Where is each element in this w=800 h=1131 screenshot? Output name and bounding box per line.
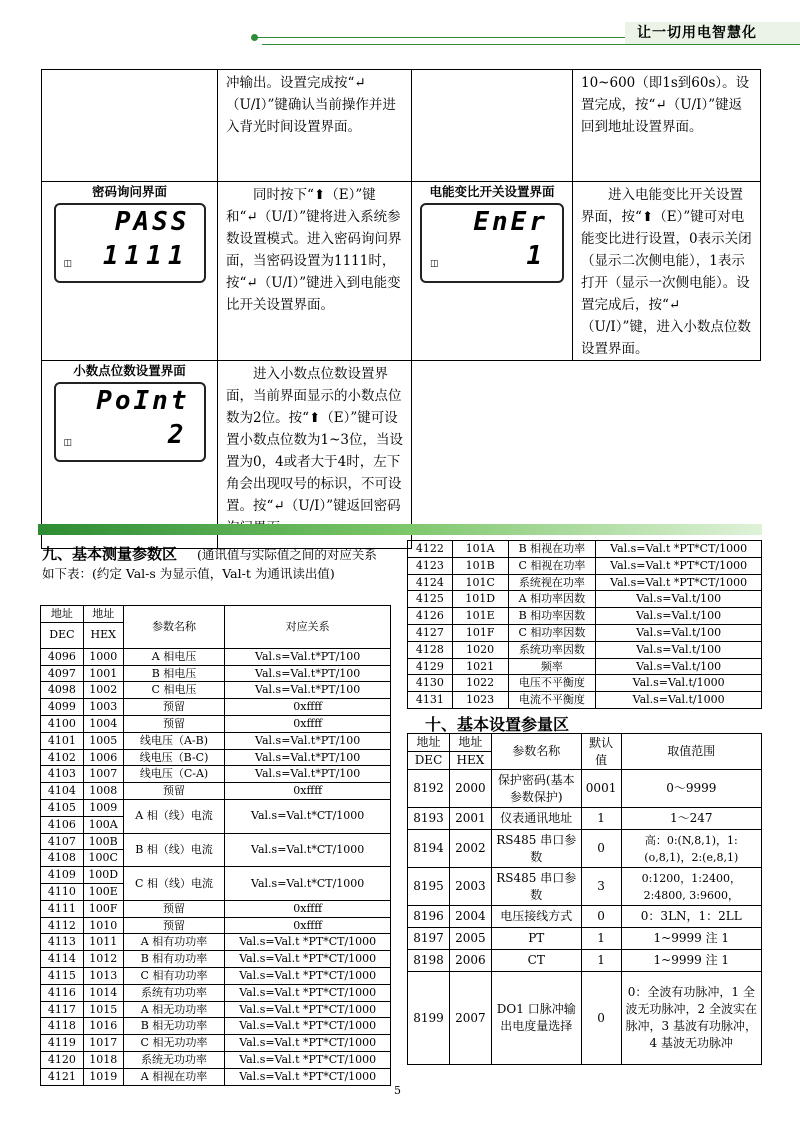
cell-dec: 8198 bbox=[408, 950, 450, 972]
cell-default: 0 bbox=[581, 972, 621, 1065]
cell-hex: 101F bbox=[452, 624, 508, 641]
cell-hex: 1018 bbox=[83, 1051, 123, 1068]
cell-range: 0:1200，1:2400，2:4800, 3:9600， bbox=[621, 868, 761, 906]
cell-name: 保护密码(基本参数保护) bbox=[491, 770, 581, 808]
cell-dec: 4105 bbox=[41, 799, 84, 816]
cell-name: A 相电压 bbox=[123, 648, 225, 665]
cell-hex: 1000 bbox=[83, 648, 123, 665]
cell-hex: 1007 bbox=[83, 766, 123, 783]
table-row bbox=[41, 1018, 391, 1035]
lcd-indicator-icon: ◫ bbox=[430, 259, 439, 269]
table-row bbox=[408, 950, 762, 972]
cell-relation: Val.s=Val.t*PT/100 bbox=[225, 648, 391, 665]
cell-dec: 4101 bbox=[41, 732, 84, 749]
table-row bbox=[41, 732, 391, 749]
cell-hex: 2003 bbox=[449, 868, 491, 906]
cell-default: 1 bbox=[581, 808, 621, 830]
header-dec: DEC bbox=[41, 622, 84, 648]
cell-name: 系统有功功率 bbox=[123, 984, 225, 1001]
password-screen-cell bbox=[42, 182, 218, 361]
section-divider-band bbox=[38, 524, 762, 535]
cell-hex: 1006 bbox=[83, 749, 123, 766]
table-row bbox=[408, 692, 762, 709]
lcd-top-text: PASS bbox=[114, 207, 190, 237]
cell-relation: Val.s=Val.t*PT/100 bbox=[225, 665, 391, 682]
header-addr: 地址 bbox=[41, 606, 84, 623]
header-hex: HEX bbox=[449, 752, 491, 770]
header-dot bbox=[251, 34, 258, 41]
cell-hex: 101B bbox=[452, 557, 508, 574]
table-row bbox=[41, 967, 391, 984]
table-row bbox=[41, 682, 391, 699]
cell-relation: Val.s=Val.t *PT*CT/1000 bbox=[225, 951, 391, 968]
header-addr: 地址 bbox=[83, 606, 123, 623]
table-row bbox=[408, 972, 762, 1065]
table-row bbox=[41, 766, 391, 783]
cell-relation: Val.s=Val.t *PT*CT/1000 bbox=[596, 574, 762, 591]
menu-instruction-table bbox=[41, 69, 761, 549]
cell-name: 系统无功功率 bbox=[123, 1051, 225, 1068]
cell-relation: Val.s=Val.t *PT*CT/1000 bbox=[225, 1001, 391, 1018]
cell-dec: 4121 bbox=[41, 1068, 84, 1085]
header-name: 参数名称 bbox=[123, 606, 225, 649]
cell-dec: 4115 bbox=[41, 967, 84, 984]
cell-hex: 1011 bbox=[83, 934, 123, 951]
password-caption: 密码询问界面 bbox=[91, 184, 167, 199]
table-row bbox=[41, 1051, 391, 1068]
cell-range: 高：0:(N,8,1)，1:(o,8,1)，2:(e,8,1) bbox=[621, 830, 761, 868]
cell-hex: 1017 bbox=[83, 1035, 123, 1052]
ratio-screen-cell bbox=[412, 182, 573, 361]
lcd-top-text: PoInt bbox=[96, 386, 190, 416]
cell-hex: 100C bbox=[83, 850, 123, 867]
cell-name: A 相视在功率 bbox=[123, 1068, 225, 1085]
cell-relation: Val.s=Val.t *PT*CT/1000 bbox=[225, 1068, 391, 1085]
table-row bbox=[408, 624, 762, 641]
cell-hex: 1005 bbox=[83, 732, 123, 749]
cell-hex: 2004 bbox=[449, 906, 491, 928]
cell-dec: 4111 bbox=[41, 900, 84, 917]
table-row bbox=[41, 1035, 391, 1052]
table-row bbox=[41, 833, 391, 850]
cell-default: 0 bbox=[581, 830, 621, 868]
cell-dec: 4112 bbox=[41, 917, 84, 934]
cell-name: B 相电压 bbox=[123, 665, 225, 682]
cell-relation: Val.s=Val.t/1000 bbox=[596, 692, 762, 709]
cell-relation: Val.s=Val.t*PT/100 bbox=[225, 732, 391, 749]
cell-relation: Val.s=Val.t/100 bbox=[596, 658, 762, 675]
table-row bbox=[408, 830, 762, 868]
table-row bbox=[41, 951, 391, 968]
section9-note: (通讯值与实际值之间的对应关系如下表：(约定 Val-s 为显示值，Val-t 为通讯读出值) bbox=[42, 547, 377, 581]
cell-name: RS485 串口参数 bbox=[491, 868, 581, 906]
cell-dec: 8192 bbox=[408, 770, 450, 808]
cell-dec: 4102 bbox=[41, 749, 84, 766]
cell-hex: 1012 bbox=[83, 951, 123, 968]
cell-default: 0001 bbox=[581, 770, 621, 808]
cell-name: 频率 bbox=[508, 658, 596, 675]
cell-hex: 1003 bbox=[83, 699, 123, 716]
cell-name: B 相（线）电流 bbox=[123, 833, 225, 867]
cell-hex: 2001 bbox=[449, 808, 491, 830]
lcd-bottom-text: 1111 bbox=[102, 241, 190, 271]
cell-hex: 1022 bbox=[452, 675, 508, 692]
table-row bbox=[41, 867, 391, 884]
cell-name: B 相功率因数 bbox=[508, 608, 596, 625]
password-text: 同时按下“⬆（E）”键和“↵（U/I）”键将进入系统参数设置模式。进入密码询问界面，当密码设置为1111时，按“↵（U/I）”键进入到电能变比开关设置界面。 bbox=[218, 182, 412, 361]
table-row bbox=[408, 541, 762, 558]
table-row bbox=[41, 984, 391, 1001]
cell-hex: 2005 bbox=[449, 928, 491, 950]
cell-name: 预留 bbox=[123, 699, 225, 716]
cell-hex: 1023 bbox=[452, 692, 508, 709]
cell-name: C 相视在功率 bbox=[508, 557, 596, 574]
cell-default: 1 bbox=[581, 950, 621, 972]
table-row bbox=[408, 928, 762, 950]
cell-hex: 101C bbox=[452, 574, 508, 591]
cell-name: 电压接线方式 bbox=[491, 906, 581, 928]
header-addr: 地址 bbox=[449, 734, 491, 752]
cell-hex: 1009 bbox=[83, 799, 123, 816]
cell-name: A 相（线）电流 bbox=[123, 799, 225, 833]
section10-title: 十、基本设置参量区 bbox=[425, 715, 570, 734]
table-body-right bbox=[408, 541, 762, 709]
cell-relation: Val.s=Val.t*CT/1000 bbox=[225, 833, 391, 867]
cell-dec: 4100 bbox=[41, 715, 84, 732]
cell-hex: 1008 bbox=[83, 783, 123, 800]
cell-relation: 0xffff bbox=[225, 715, 391, 732]
cell-name: 仪表通讯地址 bbox=[491, 808, 581, 830]
header-slogan: 让一切用电智慧化 bbox=[637, 25, 757, 41]
cell-hex: 1020 bbox=[452, 641, 508, 658]
cell-dec: 8197 bbox=[408, 928, 450, 950]
table-row bbox=[41, 715, 391, 732]
cell-hex: 100E bbox=[83, 883, 123, 900]
cell-hex: 1010 bbox=[83, 917, 123, 934]
cell-dec: 4131 bbox=[408, 692, 453, 709]
cell-relation: Val.s=Val.t/100 bbox=[596, 641, 762, 658]
cell-name: C 相有功功率 bbox=[123, 967, 225, 984]
cell-relation: Val.s=Val.t *PT*CT/1000 bbox=[225, 984, 391, 1001]
cell-name: C 相功率因数 bbox=[508, 624, 596, 641]
table-body-merged bbox=[41, 799, 391, 900]
cell-name: RS485 串口参数 bbox=[491, 830, 581, 868]
cell-relation: Val.s=Val.t*CT/1000 bbox=[225, 867, 391, 901]
table-row bbox=[408, 574, 762, 591]
cell-hex: 1001 bbox=[83, 665, 123, 682]
cell-name: CT bbox=[491, 950, 581, 972]
cell-relation: Val.s=Val.t*PT/100 bbox=[225, 749, 391, 766]
cell-relation: Val.s=Val.t*PT/100 bbox=[225, 682, 391, 699]
table-row bbox=[408, 675, 762, 692]
cell-dec: 4122 bbox=[408, 541, 453, 558]
ratio-text: 进入电能变比开关设置界面，按“⬆（E）”键可对电能变比进行设置，0表示关闭（显示二次侧电能），1表示打开（显示一次侧电能）。设置完成后，按“↵（U/I）”键，进入小数点位数设置界面。 bbox=[573, 182, 761, 361]
table-row bbox=[408, 557, 762, 574]
cell-dec: 4128 bbox=[408, 641, 453, 658]
cell-name: 线电压（C-A) bbox=[123, 766, 225, 783]
cell-name: PT bbox=[491, 928, 581, 950]
cell-name: C 相无功功率 bbox=[123, 1035, 225, 1052]
cell-hex: 1014 bbox=[83, 984, 123, 1001]
table-row bbox=[41, 665, 391, 682]
cell-name: C 相（线）电流 bbox=[123, 867, 225, 901]
table-row bbox=[41, 783, 391, 800]
cell-relation: Val.s=Val.t *PT*CT/1000 bbox=[596, 541, 762, 558]
table-row bbox=[408, 641, 762, 658]
cell-hex: 101E bbox=[452, 608, 508, 625]
cell-relation: Val.s=Val.t *PT*CT/1000 bbox=[225, 1051, 391, 1068]
table-body-b bbox=[41, 900, 391, 1085]
table-row bbox=[41, 917, 391, 934]
cell-name: B 相视在功率 bbox=[508, 541, 596, 558]
header-default: 默认值 bbox=[581, 734, 621, 770]
setting-param-table bbox=[407, 733, 762, 1065]
cell-hex: 1019 bbox=[83, 1068, 123, 1085]
page-number: 5 bbox=[394, 1084, 401, 1097]
cell-name: 预留 bbox=[123, 715, 225, 732]
cell-dec: 4119 bbox=[41, 1035, 84, 1052]
cell-relation: Val.s=Val.t/100 bbox=[596, 624, 762, 641]
cell-range: 1～247 bbox=[621, 808, 761, 830]
cell-relation: Val.s=Val.t *PT*CT/1000 bbox=[225, 1018, 391, 1035]
cell-hex: 100B bbox=[83, 833, 123, 850]
lcd-display bbox=[54, 382, 206, 462]
cell-name: 线电压（A-B) bbox=[123, 732, 225, 749]
cell-relation: Val.s=Val.t *PT*CT/1000 bbox=[225, 934, 391, 951]
cell-hex: 1002 bbox=[83, 682, 123, 699]
cell-dec: 4103 bbox=[41, 766, 84, 783]
point-text: 进入小数点位数设置界面，当前界面显示的小数点位数为2位。按“⬆（E）”键可设置小数点位数为1~3位，当设置为0，4或者大于4时，左下角会出现叹号的标识，不可设置。按“↵（U/I）”键返回密码 bbox=[218, 361, 412, 549]
table-row bbox=[41, 900, 391, 917]
cell-dec: 4129 bbox=[408, 658, 453, 675]
table-row bbox=[41, 749, 391, 766]
cell-name: 预留 bbox=[123, 783, 225, 800]
table-row bbox=[41, 648, 391, 665]
cell-hex: 101D bbox=[452, 591, 508, 608]
table-row bbox=[408, 770, 762, 808]
cell-dec: 4123 bbox=[408, 557, 453, 574]
cell-relation: 0xffff bbox=[225, 783, 391, 800]
cell-dec: 4126 bbox=[408, 608, 453, 625]
cell-name: 预留 bbox=[123, 900, 225, 917]
cell-hex: 100A bbox=[83, 816, 123, 833]
cell-dec: 4116 bbox=[41, 984, 84, 1001]
cell-relation: 0xffff bbox=[225, 917, 391, 934]
lcd-display bbox=[54, 203, 206, 283]
cell-relation: Val.s=Val.t/100 bbox=[596, 591, 762, 608]
cell-dec: 4096 bbox=[41, 648, 84, 665]
cell-name: 系统视在功率 bbox=[508, 574, 596, 591]
cell-hex: 1004 bbox=[83, 715, 123, 732]
header-range: 取值范围 bbox=[621, 734, 761, 770]
table-row bbox=[41, 1068, 391, 1085]
table-row bbox=[41, 934, 391, 951]
table-row bbox=[408, 591, 762, 608]
cell-hex: 100F bbox=[83, 900, 123, 917]
cell-name: 线电压（B-C) bbox=[123, 749, 225, 766]
lcd-bottom-text: 2 bbox=[167, 420, 190, 450]
cell-dec: 8196 bbox=[408, 906, 450, 928]
lcd-indicator-icon: ◫ bbox=[63, 259, 73, 269]
cell-relation: Val.s=Val.t *PT*CT/1000 bbox=[225, 1035, 391, 1052]
header-dec: DEC bbox=[408, 752, 450, 770]
point-screen-cell bbox=[42, 361, 218, 549]
cell-range: 1~9999 注 1 bbox=[621, 950, 761, 972]
lcd-top-text: EnEr bbox=[473, 207, 548, 237]
cell-dec: 4118 bbox=[41, 1018, 84, 1035]
cell-dec: 4125 bbox=[408, 591, 453, 608]
cell-range: 0～9999 bbox=[621, 770, 761, 808]
cell-dec: 4099 bbox=[41, 699, 84, 716]
table-row bbox=[41, 799, 391, 816]
cell-hex: 1021 bbox=[452, 658, 508, 675]
cell-name: B 相有功功率 bbox=[123, 951, 225, 968]
cell-name: A 相无功功率 bbox=[123, 1001, 225, 1018]
header-hex: HEX bbox=[83, 622, 123, 648]
measure-param-table-right bbox=[407, 540, 762, 709]
cell-name: C 相电压 bbox=[123, 682, 225, 699]
r1-left-text: 冲输出。设置完成按“↵（U/I）”键确认当前操作并进入背光时间设置界面。 bbox=[218, 70, 412, 182]
cell-hex: 2006 bbox=[449, 950, 491, 972]
cell-dec: 8195 bbox=[408, 868, 450, 906]
cell-dec: 4114 bbox=[41, 951, 84, 968]
header-rule-2 bbox=[262, 44, 800, 45]
cell-hex: 100D bbox=[83, 867, 123, 884]
cell-dec: 4109 bbox=[41, 867, 84, 884]
r1-right-text: 10~600（即1s到60s）。设置完成，按“↵（U/I）”键返回到地址设置界面。 bbox=[573, 70, 761, 182]
cell-relation: Val.s=Val.t/100 bbox=[596, 608, 762, 625]
cell-relation: 0xffff bbox=[225, 699, 391, 716]
cell-dec: 4120 bbox=[41, 1051, 84, 1068]
lcd-indicator-icon: ◫ bbox=[63, 438, 73, 448]
cell-dec: 4107 bbox=[41, 833, 84, 850]
lcd-display bbox=[420, 203, 564, 283]
cell-range: 1~9999 注 1 bbox=[621, 928, 761, 950]
cell-hex: 2002 bbox=[449, 830, 491, 868]
table-row bbox=[408, 906, 762, 928]
cell-dec: 4106 bbox=[41, 816, 84, 833]
cell-dec: 4124 bbox=[408, 574, 453, 591]
cell-dec: 4098 bbox=[41, 682, 84, 699]
table-row bbox=[41, 1001, 391, 1018]
cell-dec: 4097 bbox=[41, 665, 84, 682]
cell-name: A 相有功功率 bbox=[123, 934, 225, 951]
table-row bbox=[408, 808, 762, 830]
table-row bbox=[41, 699, 391, 716]
cell-name: 系统功率因数 bbox=[508, 641, 596, 658]
cell-hex: 2000 bbox=[449, 770, 491, 808]
cell-range: 0：全波有功脉冲，1 全波无功脉冲，2 全波实在脉冲，3 基波有功脉冲，4 基波无功脉冲 bbox=[621, 972, 761, 1065]
cell-dec: 4108 bbox=[41, 850, 84, 867]
table-row bbox=[408, 658, 762, 675]
cell-dec: 8193 bbox=[408, 808, 450, 830]
cell-name: DO1 口脉冲输出电度量选择 bbox=[491, 972, 581, 1065]
cell-relation: Val.s=Val.t*CT/1000 bbox=[225, 799, 391, 833]
cell-default: 0 bbox=[581, 906, 621, 928]
measure-param-table-left bbox=[40, 605, 391, 1086]
cell-hex: 1013 bbox=[83, 967, 123, 984]
cell-relation: Val.s=Val.t*PT/100 bbox=[225, 766, 391, 783]
cell-hex: 1015 bbox=[83, 1001, 123, 1018]
cell-name: 电压不平衡度 bbox=[508, 675, 596, 692]
cell-hex: 101A bbox=[452, 541, 508, 558]
ratio-caption: 电能变比开关设置界面 bbox=[429, 184, 555, 199]
header-relation: 对应关系 bbox=[225, 606, 391, 649]
header-name: 参数名称 bbox=[491, 734, 581, 770]
cell-dec: 4110 bbox=[41, 883, 84, 900]
cell-name: B 相无功功率 bbox=[123, 1018, 225, 1035]
cell-hex: 1016 bbox=[83, 1018, 123, 1035]
cell-relation: Val.s=Val.t/1000 bbox=[596, 675, 762, 692]
section9-title: 九、基本测量参数区 bbox=[42, 545, 178, 563]
point-caption: 小数点位数设置界面 bbox=[73, 363, 186, 378]
cell-range: 0：3LN，1：2LL bbox=[621, 906, 761, 928]
cell-dec: 8199 bbox=[408, 972, 450, 1065]
cell-dec: 4104 bbox=[41, 783, 84, 800]
table-row bbox=[408, 868, 762, 906]
cell-dec: 8194 bbox=[408, 830, 450, 868]
cell-dec: 4113 bbox=[41, 934, 84, 951]
cell-dec: 4130 bbox=[408, 675, 453, 692]
setting-table-body bbox=[408, 770, 762, 1065]
cell-dec: 4127 bbox=[408, 624, 453, 641]
cell-default: 1 bbox=[581, 928, 621, 950]
cell-default: 3 bbox=[581, 868, 621, 906]
cell-relation: 0xffff bbox=[225, 900, 391, 917]
lcd-bottom-text: 1 bbox=[526, 241, 548, 271]
cell-name: A 相功率因数 bbox=[508, 591, 596, 608]
cell-dec: 4117 bbox=[41, 1001, 84, 1018]
header-addr: 地址 bbox=[408, 734, 450, 752]
cell-relation: Val.s=Val.t *PT*CT/1000 bbox=[596, 557, 762, 574]
cell-hex: 2007 bbox=[449, 972, 491, 1065]
table-row bbox=[408, 608, 762, 625]
cell-relation: Val.s=Val.t *PT*CT/1000 bbox=[225, 967, 391, 984]
cell-name: 预留 bbox=[123, 917, 225, 934]
cell-name: 电流不平衡度 bbox=[508, 692, 596, 709]
table-body-a bbox=[41, 648, 391, 799]
